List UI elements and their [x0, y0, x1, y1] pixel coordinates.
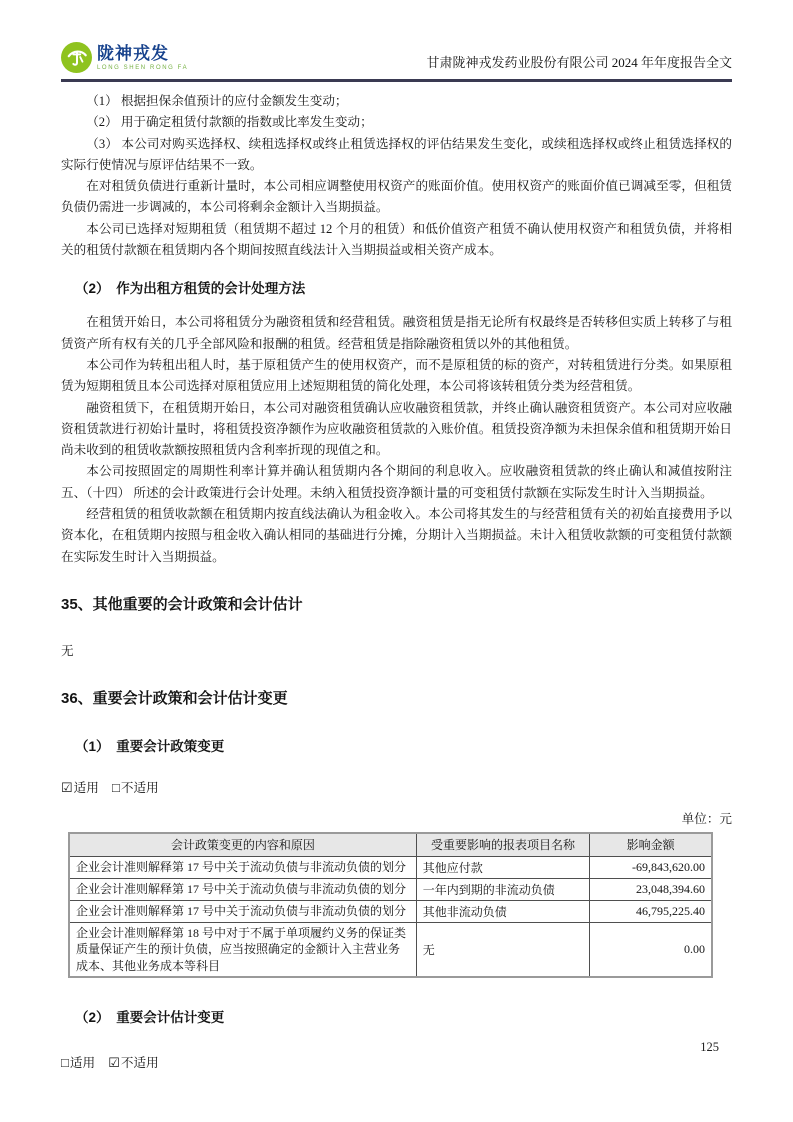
- paragraph: 在租赁开始日，本公司将租赁分为融资租赁和经营租赁。融资租赁是指无论所有权最终是否转移但实质上转移了与租赁资产所有权有关的几乎全部风险和报酬的租赁。经营租赁是指除融资租赁以外的其他租赁。: [61, 315, 732, 351]
- company-logo: [61, 42, 188, 73]
- applicability-line-policy: [61, 777, 732, 796]
- paragraph: 经营租赁的租赁收款额在租赁期内按直线法确认为租金收入。本公司将其发生的与经营租赁有关的初始直接费用予以资本化，在租赁期内按照与租金收入确认相同的基础进行分摊，分期计入当期损益。未计入租赁收款额的可变租赁付款额在实际发生时计入当期损益。: [61, 507, 732, 564]
- checkbox-checked-icon: ☑: [108, 1055, 120, 1071]
- paragraph: 在对租赁负债进行重新计量时，本公司相应调整使用权资产的账面价值。使用权资产的账面价值已调减至零，但租赁负债仍需进一步调减的，本公司将剩余金额计入当期损益。: [61, 179, 732, 215]
- logo-name: 陇神戎发: [97, 43, 169, 63]
- subsection-heading-lessor: （2） 作为出租方租赁的会计处理方法: [75, 281, 306, 297]
- logo-subtitle: LONG SHEN RONG FA: [97, 64, 189, 71]
- table-row: [69, 878, 712, 900]
- checkbox-label: 不适用: [120, 1056, 159, 1071]
- item-cell: 其他非流动负债: [416, 900, 590, 922]
- list-item: （1） 根据担保余值预计的应付金额发生变动；: [86, 94, 348, 108]
- checkbox-not-applicable: [112, 781, 159, 795]
- page-number: 125: [700, 1040, 719, 1054]
- checkbox-checked-icon: ☑: [61, 780, 73, 796]
- item-cell: 无: [416, 922, 590, 977]
- col-header-cause: 会计政策变更的内容和原因: [69, 833, 416, 856]
- logo-glyph-icon: [66, 47, 88, 69]
- section-35-body: 无: [61, 643, 74, 658]
- report-title: 甘肃陇神戎发药业股份有限公司 2024 年年度报告全文: [426, 55, 732, 70]
- checkbox-unchecked-icon: □: [112, 780, 120, 796]
- paragraph: 本公司按照固定的周期性利率计算并确认租赁期内各个期间的利息收入。应收融资租赁款的终止确认和减值按附注五、（十四） 所述的会计政策进行会计处理。未纳入租赁投资净额计量的可变租赁付款额在实际发生时计入当期损益。: [61, 464, 732, 500]
- table-row: [69, 900, 712, 922]
- list-item: （3） 本公司对购买选择权、续租选择权或终止租赁选择权的评估结果发生变化，或续租选择权或终止租赁选择权的实际行使情况与原评估结果不一致。: [61, 136, 732, 172]
- cause-cell: 企业会计准则解释第 18 号中对于不属于单项履约义务的保证类质量保证产生的预计负债，应当按照确定的金额计入主营业务成本、其他业务成本等科目: [69, 922, 416, 977]
- applicability-line-estimate: [61, 1052, 732, 1071]
- item-cell: 其他应付款: [416, 856, 590, 878]
- checkbox-label: 不适用: [120, 781, 159, 796]
- item-cell: 一年内到期的非流动负债: [416, 878, 590, 900]
- subsection-heading-policy-change: （1） 重要会计政策变更: [75, 739, 225, 755]
- policy-change-table: [68, 832, 713, 978]
- checkbox-not-applicable: [108, 1056, 158, 1070]
- section-heading-35: 35、其他重要的会计政策和会计估计: [61, 595, 303, 613]
- amount-cell: -69,843,620.00: [590, 856, 712, 878]
- table-row: [69, 922, 712, 977]
- page-header: [61, 0, 732, 82]
- paragraph: 本公司作为转租出租人时，基于原租赁产生的使用权资产，而不是原租赁的标的资产，对转租赁进行分类。如果原租赁为短期租赁且本公司选择对原租赁应用上述短期租赁的简化处理，本公司将该转租赁分类为经营租赁。: [61, 357, 732, 394]
- table-row: [69, 856, 712, 878]
- col-header-amount: 影响金额: [590, 833, 712, 856]
- cause-cell: 企业会计准则解释第 17 号中关于流动负债与非流动负债的划分: [69, 856, 416, 878]
- col-header-item: 受重要影响的报表项目名称: [416, 833, 590, 856]
- list-item: （2） 用于确定租赁付款额的指数或比率发生变动；: [86, 115, 373, 130]
- checkbox-label: 适用: [69, 1056, 96, 1071]
- subsection-heading-estimate-change: （2） 重要会计估计变更: [75, 1010, 225, 1026]
- unit-label: 单位：元: [681, 812, 732, 827]
- section-heading-36: 36、重要会计政策和会计估计变更: [61, 690, 288, 708]
- amount-cell: 23,048,394.60: [590, 878, 712, 900]
- paragraph: 本公司已选择对短期租赁（租赁期不超过 12 个月的租赁）和低价值资产租赁不确认使用权资产和租赁负债，并将相关的租赁付款额在租赁期内各个期间按照直线法计入当期损益或相关资产成本。: [61, 221, 732, 258]
- checkbox-label: 适用: [73, 781, 99, 796]
- paragraph: 融资租赁下，在租赁期开始日，本公司对融资租赁确认应收融资租赁款，并终止确认融资租赁资产。本公司对应收融资租赁款进行初始计量时，将租赁投资净额作为应收融资租赁款的入账价值。租赁投资净额为未担保余值和租赁期开始日尚未收到的租赁收款额按照租赁内含利率折现的现值之和。: [61, 400, 732, 458]
- cause-cell: 企业会计准则解释第 17 号中关于流动负债与非流动负债的划分: [69, 900, 416, 922]
- logo-icon: [61, 42, 92, 73]
- table-header-row: [69, 833, 712, 856]
- checkbox-applicable: [61, 1056, 95, 1070]
- cause-cell: 企业会计准则解释第 17 号中关于流动负债与非流动负债的划分: [69, 878, 416, 900]
- page-content: [61, 82, 732, 1071]
- checkbox-applicable: [61, 781, 99, 795]
- amount-cell: 46,795,225.40: [590, 900, 712, 922]
- checkbox-unchecked-icon: □: [61, 1055, 69, 1071]
- amount-cell: 0.00: [590, 922, 712, 977]
